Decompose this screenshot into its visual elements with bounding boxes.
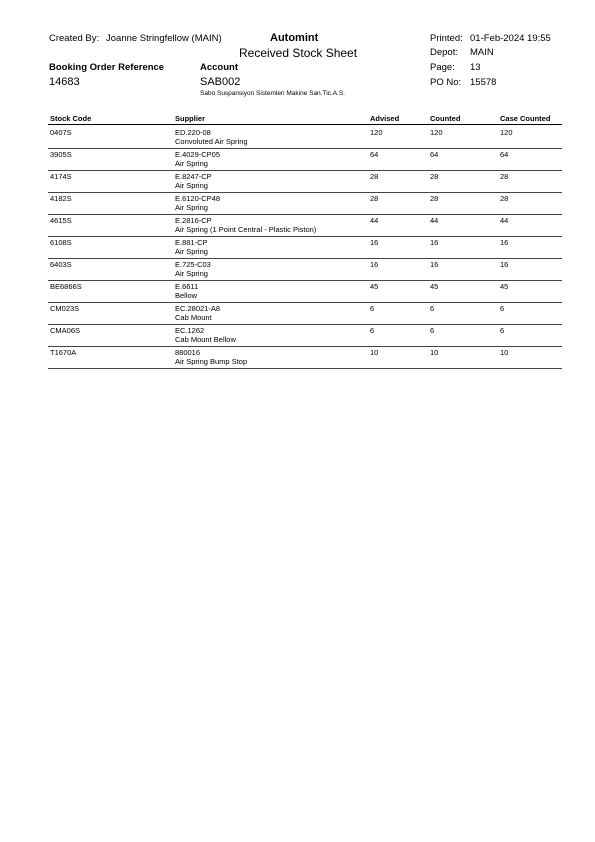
stock-code: CM023S [50, 304, 80, 313]
counted-qty: 6 [430, 326, 435, 335]
supplier-code: ED.220-08 [175, 128, 211, 137]
col-header-case-counted: Case Counted [500, 114, 551, 123]
item-description: Air Spring [175, 181, 208, 190]
advised-qty: 10 [370, 348, 379, 357]
advised-qty: 64 [370, 150, 379, 159]
item-description: Air Spring [175, 203, 208, 212]
item-description: Cab Mount Bellow [175, 335, 236, 344]
row-divider [48, 214, 562, 215]
printed-value: 01-Feb-2024 19:55 [470, 33, 551, 44]
advised-qty: 6 [370, 304, 375, 313]
row-divider [48, 258, 562, 259]
stock-code: 6108S [50, 238, 72, 247]
supplier-code: E.6120-CP48 [175, 194, 221, 203]
booking-ref-value: 14683 [49, 76, 80, 88]
advised-qty: 16 [370, 238, 379, 247]
item-description: Convoluted Air Spring [175, 137, 248, 146]
case-counted-qty: 45 [500, 282, 509, 291]
row-divider [48, 280, 562, 281]
created-by-value: Joanne Stringfellow (MAIN) [106, 33, 222, 44]
case-counted-qty: 64 [500, 150, 509, 159]
item-description: Air Spring [175, 269, 208, 278]
header-rule [48, 124, 562, 125]
stock-code: 6403S [50, 260, 72, 269]
case-counted-qty: 28 [500, 172, 509, 181]
row-divider [48, 346, 562, 347]
stock-code: 0407S [50, 128, 72, 137]
case-counted-qty: 16 [500, 260, 509, 269]
item-description: Bellow [175, 291, 198, 300]
supplier-code: 880016 [175, 348, 201, 357]
stock-code: BE6866S [50, 282, 82, 291]
counted-qty: 6 [430, 304, 435, 313]
supplier-code: E.4029-CP05 [175, 150, 221, 159]
printed-label: Printed: [430, 33, 463, 44]
case-counted-qty: 16 [500, 238, 509, 247]
col-header-stock-code: Stock Code [50, 114, 92, 123]
stock-code: 4182S [50, 194, 72, 203]
case-counted-qty: 120 [500, 128, 513, 137]
page-label: Page: [430, 62, 455, 73]
account-name: Sabo Suspansiyon Sistemleri Makine San.Tic.A.S. [200, 90, 345, 97]
account-label: Account [200, 62, 238, 73]
po-label: PO No: [430, 77, 462, 88]
col-header-advised: Advised [370, 114, 400, 123]
row-divider [48, 302, 562, 303]
supplier-code: EC.28021-A8 [175, 304, 221, 313]
counted-qty: 10 [430, 348, 439, 357]
created-by-label: Created By: [49, 33, 100, 44]
booking-ref-label: Booking Order Reference [49, 62, 165, 73]
stock-code: T1670A [50, 348, 77, 357]
col-header-supplier: Supplier [175, 114, 206, 123]
counted-qty: 44 [430, 216, 439, 225]
sheet-title: Received Stock Sheet [239, 46, 358, 60]
supplier-code: E.725-C03 [175, 260, 211, 269]
case-counted-qty: 10 [500, 348, 509, 357]
counted-qty: 45 [430, 282, 439, 291]
supplier-code: E.2816-CP [175, 216, 212, 225]
case-counted-qty: 28 [500, 194, 509, 203]
advised-qty: 28 [370, 172, 379, 181]
page-value: 13 [470, 62, 481, 73]
depot-label: Depot: [430, 47, 458, 58]
stock-code: 3905S [50, 150, 72, 159]
counted-qty: 120 [430, 128, 443, 137]
counted-qty: 64 [430, 150, 439, 159]
case-counted-qty: 44 [500, 216, 509, 225]
item-description: Air Spring [175, 247, 208, 256]
counted-qty: 16 [430, 260, 439, 269]
row-divider [48, 170, 562, 171]
supplier-code: E.881-CP [175, 238, 208, 247]
stock-code: 4615S [50, 216, 72, 225]
counted-qty: 28 [430, 194, 439, 203]
case-counted-qty: 6 [500, 304, 505, 313]
item-description: Cab Mount [175, 313, 212, 322]
row-divider [48, 324, 562, 325]
col-header-counted: Counted [430, 114, 461, 123]
row-divider [48, 192, 562, 193]
item-description: Air Spring (1 Point Central - Plastic Piston) [175, 225, 317, 234]
supplier-code: E.8247-CP [175, 172, 212, 181]
depot-value: MAIN [470, 47, 494, 58]
advised-qty: 44 [370, 216, 379, 225]
case-counted-qty: 6 [500, 326, 505, 335]
advised-qty: 16 [370, 260, 379, 269]
counted-qty: 16 [430, 238, 439, 247]
advised-qty: 45 [370, 282, 379, 291]
stock-code: CMA06S [50, 326, 81, 335]
item-description: Air Spring Bump Stop [175, 357, 248, 366]
row-divider [48, 148, 562, 149]
row-divider [48, 236, 562, 237]
company-name: Automint [270, 32, 319, 44]
advised-qty: 28 [370, 194, 379, 203]
counted-qty: 28 [430, 172, 439, 181]
stock-code: 4174S [50, 172, 72, 181]
row-divider [48, 368, 562, 369]
supplier-code: E.6611 [175, 282, 199, 291]
supplier-code: EC.1262 [175, 326, 205, 335]
item-description: Air Spring [175, 159, 208, 168]
account-code: SAB002 [200, 76, 241, 88]
po-value: 15578 [470, 77, 497, 88]
advised-qty: 120 [370, 128, 383, 137]
advised-qty: 6 [370, 326, 375, 335]
